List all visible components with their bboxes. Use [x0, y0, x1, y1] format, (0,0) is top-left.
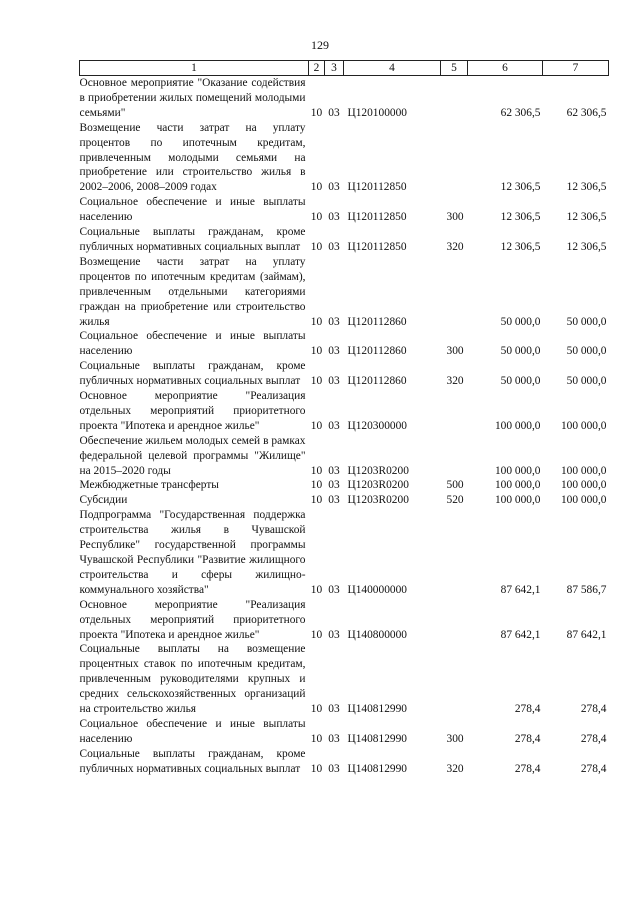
row-expense-type: [441, 434, 468, 479]
page-number: 129: [311, 38, 329, 52]
row-target-code: Ц120112860: [347, 375, 407, 388]
header-col-6: 6: [468, 61, 543, 76]
row-amount-2: 278,4: [580, 762, 607, 775]
table-row: [80, 329, 609, 359]
row-amount-2: 100 000,0: [560, 479, 607, 492]
row-amount-1: 50 000,0: [500, 315, 541, 328]
row-amount-1: 278,4: [514, 703, 541, 716]
row-amount-1: 100 000,0: [494, 479, 541, 492]
row-name: Возмещение части затрат на уплату процентов по ипотечным кредитам (займам), привлеченным отдельными категориями граждан на приобретение или строительство жилья: [79, 255, 306, 328]
row-section: 10: [310, 628, 323, 641]
header-col-7: 7: [543, 61, 609, 76]
row-expense-type: [441, 598, 468, 643]
row-amount-2: 87 642,1: [566, 628, 607, 641]
row-target-code: Ц140812990: [347, 703, 407, 716]
header-col-3: 3: [325, 61, 344, 76]
table-row: [80, 642, 609, 717]
table-row: [80, 508, 609, 597]
row-section: 10: [310, 240, 323, 253]
row-amount-1: 87 642,1: [500, 583, 541, 596]
row-subsection: 03: [328, 211, 340, 224]
table-row: [80, 434, 609, 479]
row-amount-1: 12 306,5: [500, 240, 541, 253]
row-amount-1: 50 000,0: [500, 345, 541, 358]
row-amount-1: 87 642,1: [500, 628, 541, 641]
row-target-code: Ц1203R0200: [347, 464, 409, 477]
row-subsection: 03: [328, 732, 340, 745]
row-amount-2: 62 306,5: [566, 106, 607, 119]
row-section: 10: [310, 583, 323, 596]
row-subsection: 03: [328, 464, 340, 477]
row-name: Социальные выплаты гражданам, кроме публичных нормативных социальных выплат: [79, 226, 306, 253]
table-row: [80, 747, 609, 777]
row-amount-2: 100 000,0: [560, 494, 607, 507]
row-subsection: 03: [328, 315, 340, 328]
row-target-code: Ц140812990: [347, 762, 407, 775]
row-name: Основное мероприятие "Оказание содействия в приобретении жилых помещений молодыми семьями": [79, 77, 306, 119]
row-section: 10: [310, 345, 323, 358]
row-section: 10: [310, 181, 323, 194]
row-amount-1: 278,4: [514, 732, 541, 745]
row-section: 10: [310, 211, 323, 224]
row-expense-type: 520: [446, 494, 464, 507]
table-row: [80, 255, 609, 330]
row-subsection: 03: [328, 419, 340, 432]
table-row: [80, 598, 609, 643]
row-expense-type: 320: [446, 762, 464, 775]
row-section: 10: [310, 464, 323, 477]
row-name: Основное мероприятие "Реализация отдельных мероприятий приоритетного проекта "Ипотека и арендное жилье": [79, 390, 306, 432]
row-amount-1: 100 000,0: [494, 494, 541, 507]
row-expense-type: 320: [446, 375, 464, 388]
row-name: Социальные выплаты гражданам, кроме публичных нормативных социальных выплат: [79, 747, 306, 775]
row-subsection: 03: [328, 583, 340, 596]
row-amount-2: 278,4: [580, 703, 607, 716]
row-target-code: Ц120112860: [347, 315, 407, 328]
row-target-code: Ц120100000: [347, 106, 407, 119]
row-amount-2: 12 306,5: [566, 240, 607, 253]
row-expense-type: 300: [446, 345, 464, 358]
row-name: Социальное обеспечение и иные выплаты населению: [79, 330, 306, 358]
row-expense-type: [441, 508, 468, 597]
table-row: [80, 717, 609, 747]
row-section: 10: [310, 106, 323, 119]
row-name: Субсидии: [79, 494, 128, 507]
header-col-1: 1: [80, 61, 309, 76]
table-row: [80, 121, 609, 196]
table-row: [80, 493, 609, 508]
row-expense-type: 300: [446, 211, 464, 224]
row-expense-type: 300: [446, 732, 464, 745]
row-name: Социальные выплаты на возмещение процентных ставок по ипотечным кредитам, привлеченным руководителями крупных и средних сельскохозяйственных организаций на строительство жилья: [79, 643, 306, 716]
row-target-code: Ц120112850: [347, 240, 407, 253]
row-subsection: 03: [328, 345, 340, 358]
row-section: 10: [310, 494, 323, 507]
row-amount-2: 50 000,0: [566, 315, 607, 328]
row-section: 10: [310, 375, 323, 388]
row-expense-type: [441, 255, 468, 330]
row-section: 10: [310, 732, 323, 745]
row-amount-1: 12 306,5: [500, 181, 541, 194]
row-amount-2: 12 306,5: [566, 211, 607, 224]
table-row: [80, 389, 609, 434]
row-amount-2: 100 000,0: [560, 419, 607, 432]
row-name: Социальное обеспечение и иные выплаты населению: [79, 717, 306, 745]
row-expense-type: [441, 76, 468, 121]
table-row: [80, 76, 609, 121]
row-amount-1: 50 000,0: [500, 375, 541, 388]
row-expense-type: [441, 389, 468, 434]
row-subsection: 03: [328, 494, 340, 507]
row-amount-2: 278,4: [580, 732, 607, 745]
row-expense-type: 320: [446, 240, 464, 253]
row-target-code: Ц1203R0200: [347, 494, 409, 507]
row-section: 10: [310, 315, 323, 328]
table-row: [80, 478, 609, 493]
row-section: 10: [310, 479, 323, 492]
row-amount-2: 50 000,0: [566, 375, 607, 388]
row-section: 10: [310, 762, 323, 775]
header-col-4: 4: [344, 61, 441, 76]
row-amount-1: 100 000,0: [494, 464, 541, 477]
table-row: [80, 195, 609, 225]
row-amount-2: 50 000,0: [566, 345, 607, 358]
table-header-row: [80, 61, 609, 76]
row-subsection: 03: [328, 628, 340, 641]
row-expense-type: 500: [446, 479, 464, 492]
row-target-code: Ц120112850: [347, 211, 407, 224]
row-target-code: Ц140800000: [347, 628, 407, 641]
table-row: [80, 225, 609, 255]
row-amount-1: 62 306,5: [500, 106, 541, 119]
row-subsection: 03: [328, 240, 340, 253]
table-row: [80, 359, 609, 389]
row-name: Возмещение части затрат на уплату процентов по ипотечным кредитам, привлеченным молодыми семьями на приобретение или строительство жилья в 2002–2006, 2008–2009 годах: [79, 121, 306, 194]
row-name: Межбюджетные трансферты: [79, 479, 219, 492]
row-name: Основное мероприятие "Реализация отдельных мероприятий приоритетного проекта "Ипотека и арендное жилье": [79, 598, 306, 641]
row-target-code: Ц120112860: [347, 345, 407, 358]
row-subsection: 03: [328, 703, 340, 716]
row-target-code: Ц1203R0200: [347, 479, 409, 492]
row-amount-2: 12 306,5: [566, 181, 607, 194]
row-expense-type: [441, 121, 468, 196]
row-amount-2: 100 000,0: [560, 464, 607, 477]
row-expense-type: [441, 642, 468, 717]
row-target-code: Ц120112850: [347, 181, 407, 194]
row-amount-2: 87 586,7: [566, 583, 607, 596]
row-name: Обеспечение жильем молодых семей в рамках федеральной целевой программы "Жилище" на 2015–2020 годы: [79, 434, 306, 477]
row-amount-1: 12 306,5: [500, 211, 541, 224]
row-amount-1: 100 000,0: [494, 419, 541, 432]
row-subsection: 03: [328, 181, 340, 194]
row-name: Социальные выплаты гражданам, кроме публичных нормативных социальных выплат: [79, 360, 306, 388]
row-amount-1: 278,4: [514, 762, 541, 775]
row-subsection: 03: [328, 106, 340, 119]
row-name: Социальное обеспечение и иные выплаты населению: [79, 196, 306, 224]
row-name: Подпрограмма "Государственная поддержка строительства жилья в Чувашской Республике" государственной программы Чувашской Республики "Развитие жилищного строительства и сферы жилищно-коммунального хозяйства": [79, 509, 306, 596]
row-subsection: 03: [328, 479, 340, 492]
budget-table: [79, 60, 609, 777]
row-target-code: Ц120300000: [347, 419, 407, 432]
row-target-code: Ц140812990: [347, 732, 407, 745]
row-subsection: 03: [328, 762, 340, 775]
row-section: 10: [310, 703, 323, 716]
header-col-5: 5: [441, 61, 468, 76]
header-col-2: 2: [309, 61, 325, 76]
row-target-code: Ц140000000: [347, 583, 407, 596]
row-subsection: 03: [328, 375, 340, 388]
row-section: 10: [310, 419, 323, 432]
